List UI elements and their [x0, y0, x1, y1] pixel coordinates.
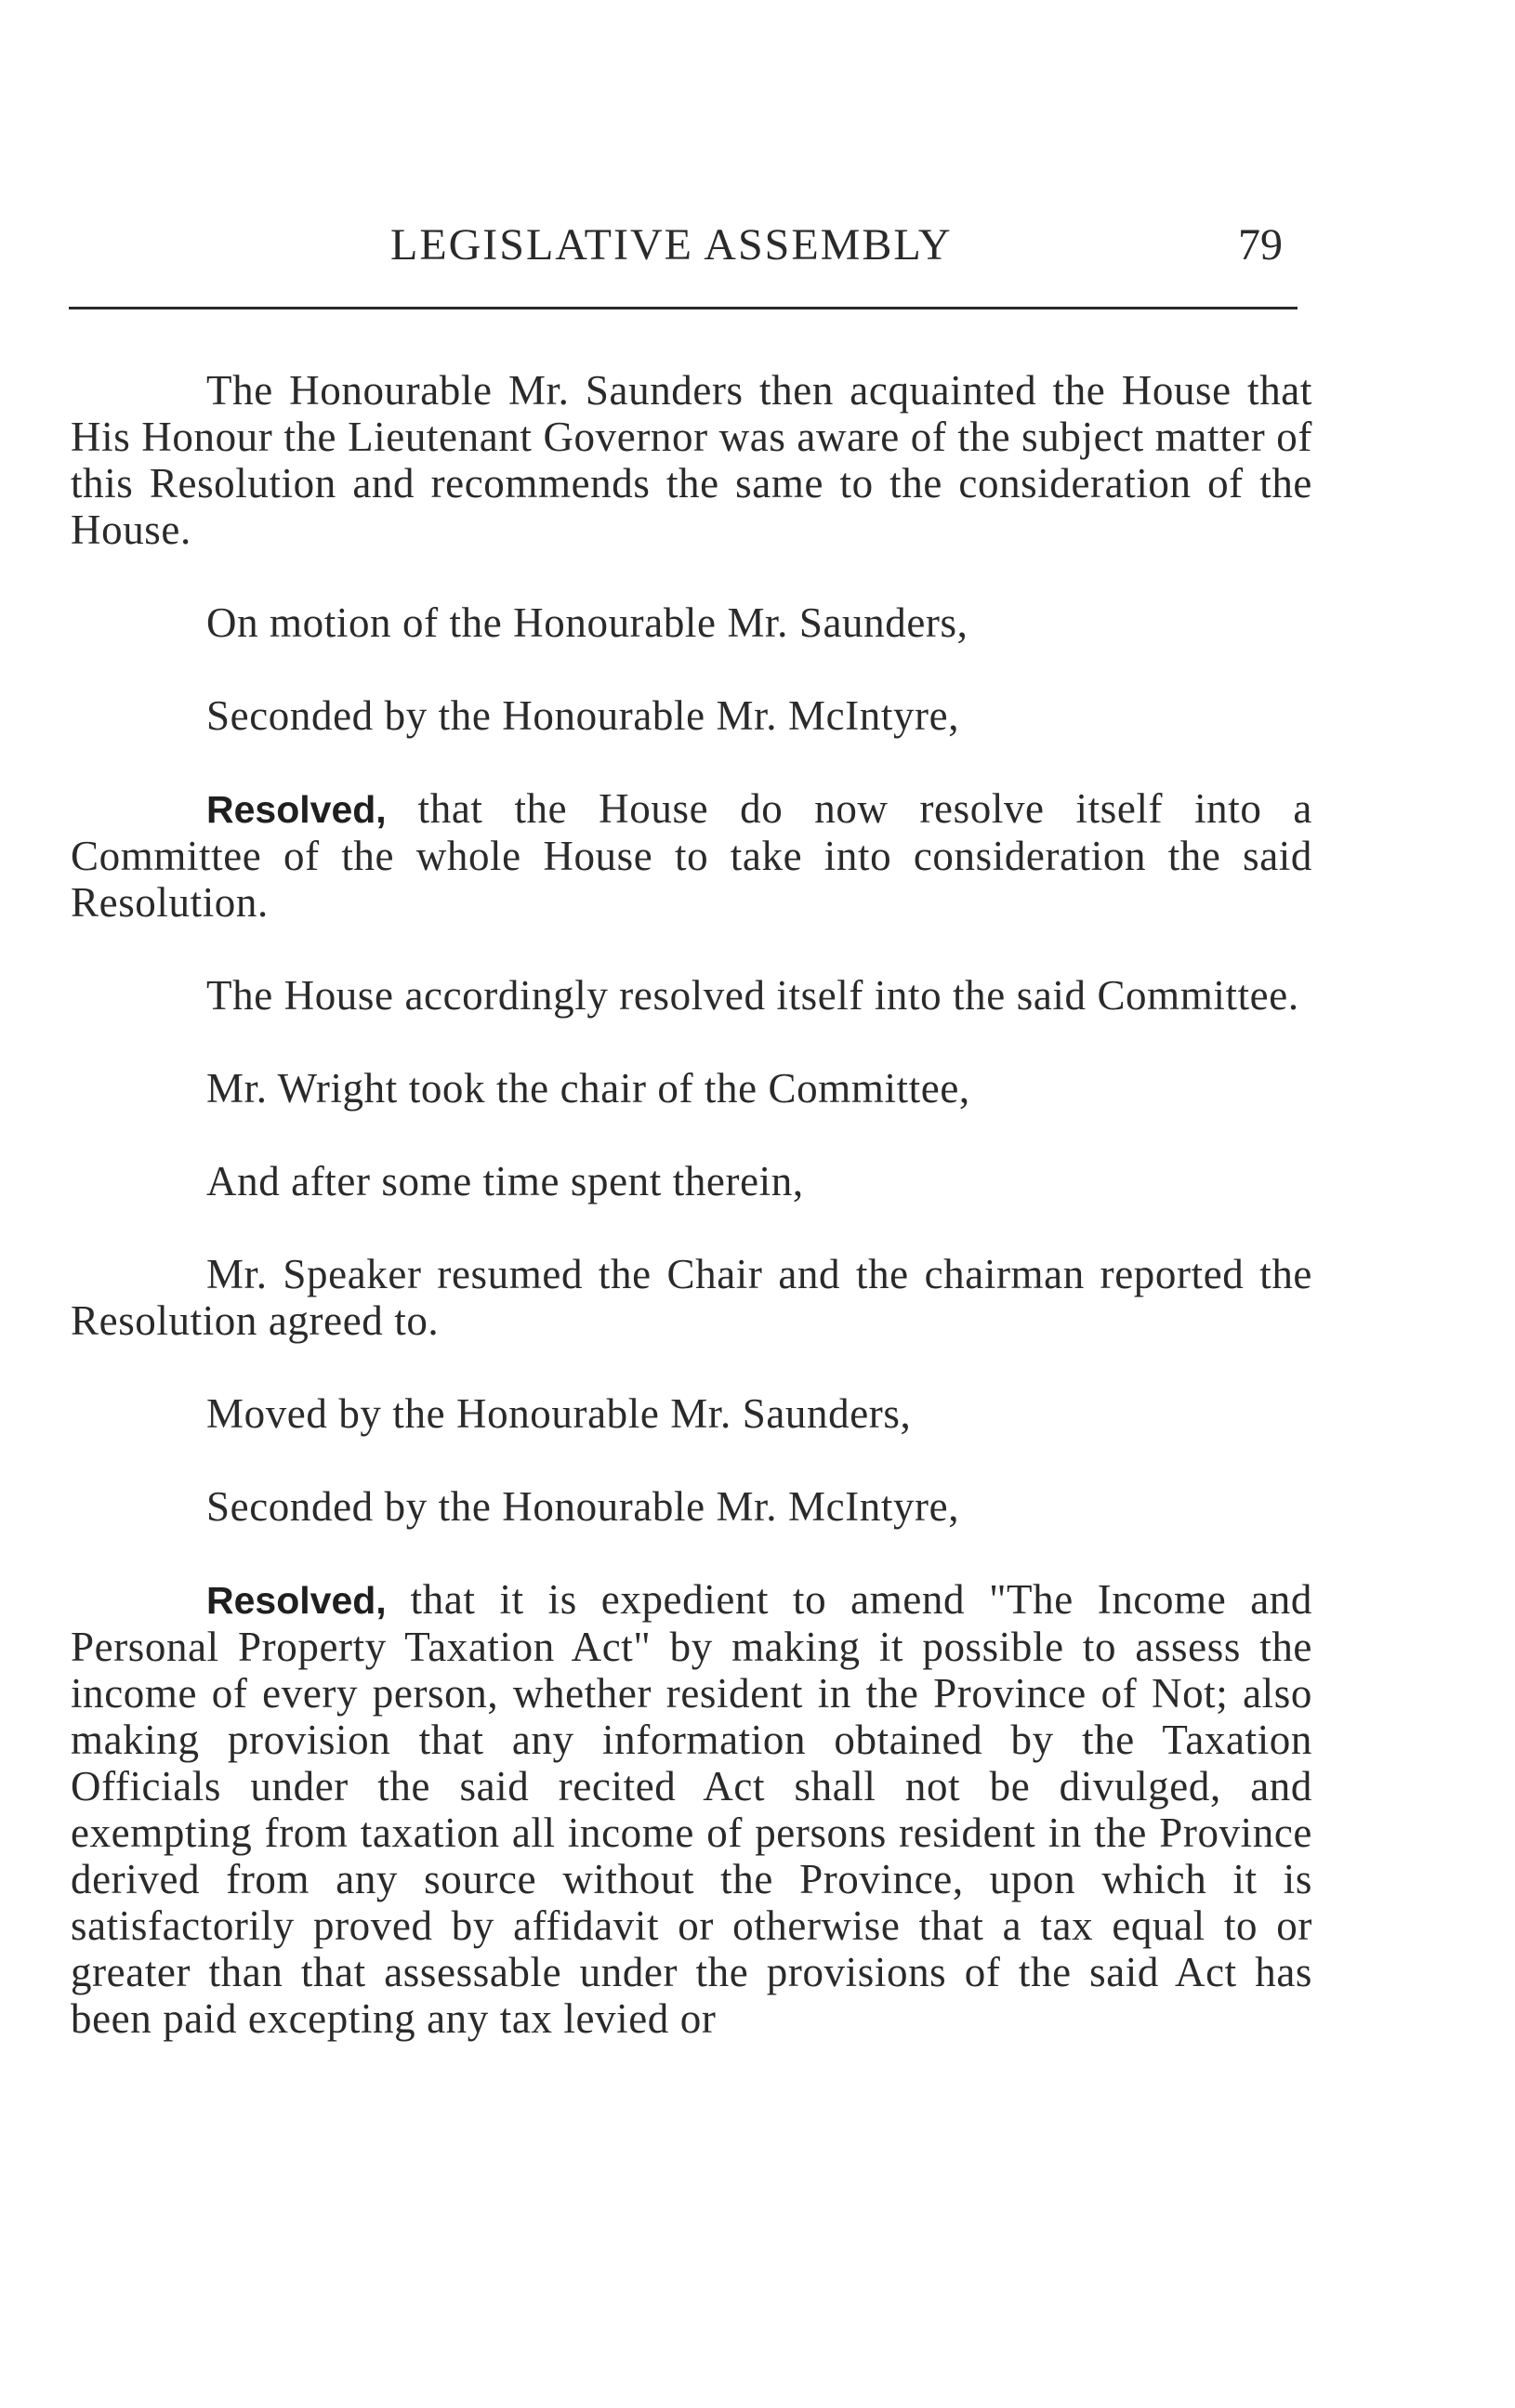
paragraph-text: On motion of the Honourable Mr. Saunders, — [206, 599, 968, 646]
paragraph-text: Mr. Speaker resumed the Chair and the chairman reported the Resolution agreed to. — [71, 1251, 1312, 1344]
paragraph-house-resolved — [71, 972, 1312, 1019]
paragraph-seconded-2 — [71, 1483, 1312, 1530]
paragraph-text: The House accordingly resolved itself into the said Committee. — [206, 972, 1299, 1019]
page-header — [74, 219, 1311, 284]
paragraph-text: that it is expedient to amend "The Income and Personal Property Taxation Act" by making it possible to assess the income of every person, whether resident in the Province of Not; also making provision that any information obtained by the Taxation Officials under the said recited Act shall not be divulged, and exempting from taxation all income of persons resident in the Province derived from any source without the Province, upon which it is satisfactorily proved by affidavit or otherwise that a tax equal to or greater than that assessable under the provisions of the said Act has been paid excepting any tax levied or — [71, 1576, 1312, 2042]
body-text — [71, 367, 1312, 2042]
resolved-lead: Resolved, — [206, 788, 387, 831]
paragraph-motion — [71, 599, 1312, 646]
paragraph-text: Moved by the Honourable Mr. Saunders, — [206, 1390, 912, 1437]
paragraph-text: And after some time spent therein, — [206, 1158, 804, 1204]
paragraph-text: Mr. Wright took the chair of the Committee, — [206, 1065, 970, 1112]
paragraph-text: Seconded by the Honourable Mr. McIntyre, — [206, 1483, 960, 1530]
resolved-lead: Resolved, — [206, 1579, 387, 1622]
running-head: LEGISLATIVE ASSEMBLY — [390, 220, 953, 270]
paragraph-time-spent — [71, 1158, 1312, 1204]
paragraph-moved — [71, 1390, 1312, 1437]
page-number: 79 — [1238, 220, 1283, 270]
paragraph-text: that the House do now resolve itself into a Committee of the whole House to take into consideration the said Resolution. — [71, 785, 1312, 926]
paragraph-chair — [71, 1065, 1312, 1112]
paragraph-text: The Honourable Mr. Saunders then acquainted the House that His Honour the Lieutenant Governor was aware of the subject matter of this Resolution and recommends the same to the consideration of the House. — [71, 367, 1312, 553]
header-rule — [69, 307, 1298, 309]
paragraph-recommendation — [71, 367, 1312, 553]
paragraph-resolved-taxation — [71, 1576, 1312, 2042]
paragraph-seconded — [71, 692, 1312, 739]
paragraph-speaker — [71, 1251, 1312, 1344]
paragraph-text: Seconded by the Honourable Mr. McIntyre, — [206, 692, 960, 739]
paragraph-resolved-committee — [71, 785, 1312, 926]
